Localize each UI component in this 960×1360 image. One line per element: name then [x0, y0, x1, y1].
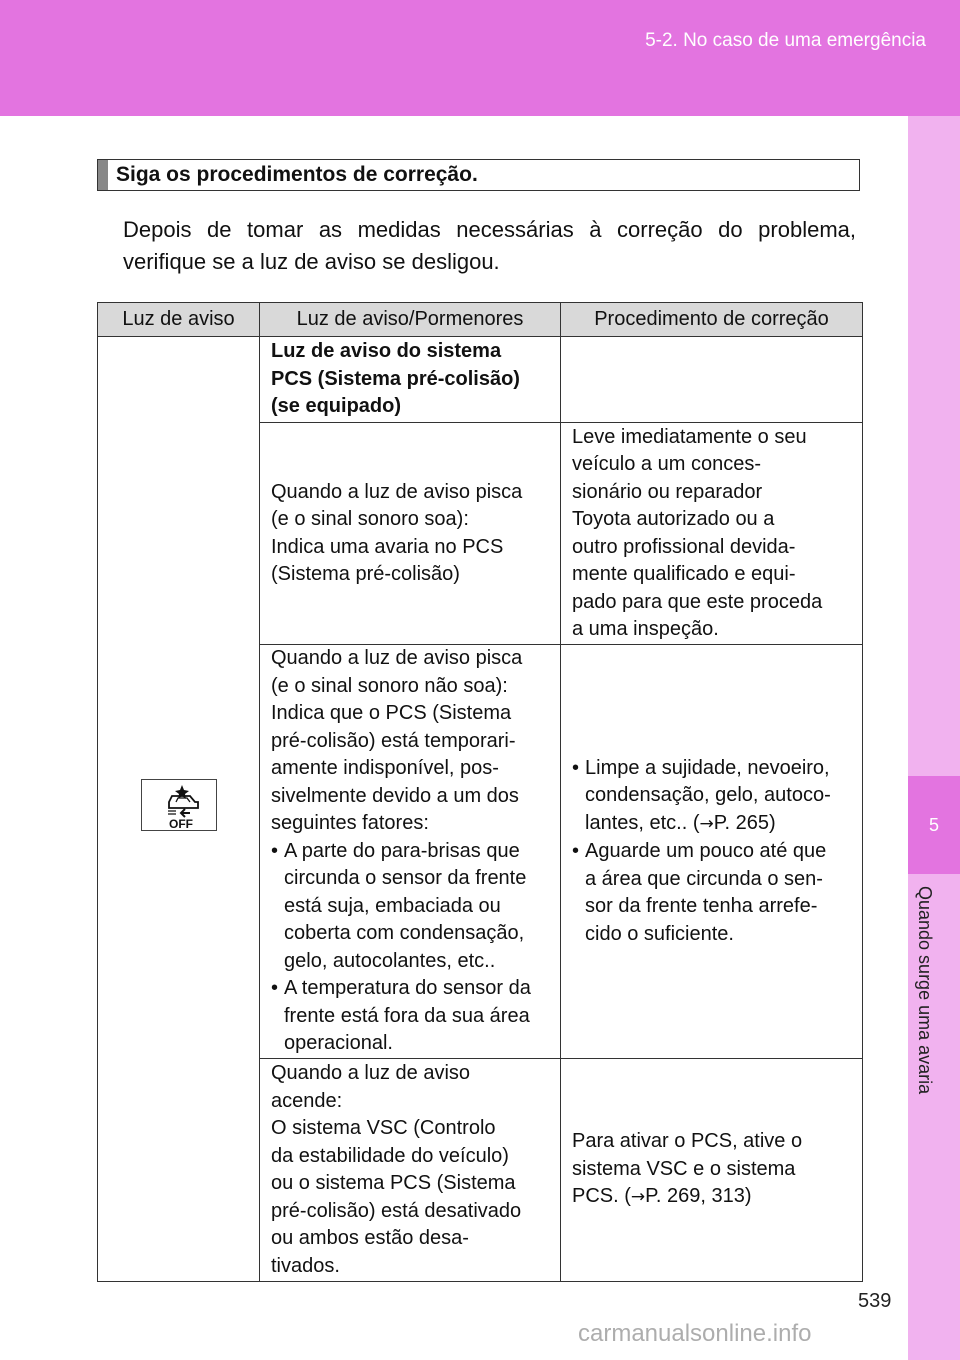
title-line: (se equipado): [271, 395, 402, 418]
text-line: pado para que este proceda: [572, 590, 823, 613]
chapter-number: 5: [928, 814, 939, 835]
text-line: mente qualificado e equi-: [572, 563, 796, 585]
bullet-item: [271, 838, 549, 976]
heading-accent-bar: [98, 160, 108, 190]
text-line: Toyota autorizado ou a: [572, 508, 775, 530]
arrow-icon: →: [630, 1187, 646, 1208]
bullet-item: [271, 975, 549, 1058]
text-line: Indica que o PCS (Sistema: [271, 702, 512, 725]
text-line: [572, 1183, 851, 1212]
text-line: coberta com condensação,: [284, 922, 525, 945]
watermark: carmanualsonline.info: [578, 1320, 812, 1347]
pcs-off-warning-icon: [141, 779, 217, 831]
column-header: Procedimento de correção: [561, 303, 863, 337]
text-line: pré-colisão) está temporari-: [271, 729, 516, 752]
warning-light-icon-cell: [98, 337, 260, 1282]
heading-text: Siga os procedimentos de correção.: [116, 163, 478, 186]
text-line: [585, 810, 851, 839]
header-band: [0, 0, 960, 116]
text-line: O sistema VSC (Controlo: [271, 1117, 496, 1139]
text-line: cido o suficiente.: [585, 922, 734, 945]
text-line: ou ambos estão desa-: [271, 1227, 469, 1249]
text-line: Indica uma avaria no PCS: [271, 535, 504, 558]
text-line: veículo a um conces-: [572, 453, 761, 475]
arrow-icon: →: [699, 813, 714, 834]
page-reference-link[interactable]: P. 269, 313): [645, 1185, 752, 1208]
text-line: acende:: [271, 1089, 343, 1112]
table-row: [98, 337, 863, 423]
bullet-dot: •: [271, 839, 279, 862]
text-line: A parte do para-brisas que: [284, 839, 520, 862]
text-line: a uma inspeção.: [572, 618, 719, 640]
text-line: (e o sinal sonoro soa):: [271, 508, 469, 530]
pcs-warning-title-cell: [260, 337, 561, 423]
procedure-cell: [561, 1059, 863, 1282]
text-line: ou o sistema PCS (Sistema: [271, 1172, 516, 1194]
column-header: Luz de aviso/Pormenores: [260, 303, 561, 337]
text-line: sistema VSC e o sistema: [572, 1157, 796, 1180]
text-line: condensação, gelo, autoco-: [585, 784, 831, 807]
text-line: gelo, autocolantes, etc..: [284, 949, 496, 972]
procedure-heading: [97, 159, 860, 191]
intro-paragraph: Depois de tomar as medidas necessárias à correção do problema, verifique se a luz de aviso se desligou.: [123, 217, 856, 274]
text-fragment: lantes, etc.. (: [585, 811, 700, 834]
column-header: Luz de aviso: [98, 303, 260, 337]
text-line: (e o sinal sonoro não soa):: [271, 674, 508, 697]
chapter-side-strip: [908, 116, 960, 1360]
chapter-number-tab[interactable]: [908, 776, 960, 874]
bullet-dot: •: [572, 840, 580, 863]
text-line: sionário ou reparador: [572, 480, 763, 503]
text-line: Aguarde um pouco até que: [585, 840, 827, 863]
text-line: frente está fora da sua área: [284, 1004, 530, 1027]
text-line: Leve imediatamente o seu: [572, 425, 807, 448]
procedure-cell: [561, 645, 863, 1059]
text-line: Limpe a sujidade, nevoeiro,: [585, 756, 830, 779]
text-line: (Sistema pré-colisão): [271, 563, 460, 585]
title-line: PCS (Sistema pré-colisão): [271, 367, 520, 390]
text-line: sivelmente devido a um dos: [271, 784, 519, 807]
text-line: A temperatura do sensor da: [284, 977, 531, 1000]
text-line: circunda o sensor da frente: [284, 867, 527, 890]
warning-light-table: [97, 302, 863, 1282]
page-reference-link[interactable]: P. 265): [713, 811, 776, 834]
text-line: Para ativar o PCS, ative o: [572, 1130, 803, 1153]
text-line: operacional.: [284, 1032, 393, 1055]
bullet-item: [572, 755, 851, 839]
bullet-dot: •: [271, 977, 279, 1000]
procedure-cell: [561, 423, 863, 645]
text-line: pré-colisão) está desativado: [271, 1199, 522, 1222]
text-line: está suja, embaciada ou: [284, 894, 501, 917]
bullet-dot: •: [572, 756, 580, 779]
empty-procedure-cell: [561, 337, 863, 423]
text-line: Quando a luz de aviso pisca: [271, 480, 523, 503]
text-line: a área que circunda o sen-: [585, 867, 823, 890]
text-line: Quando a luz de aviso: [271, 1062, 471, 1084]
text-line: tivados.: [271, 1254, 340, 1277]
text-line: sor da frente tenha arrefe-: [585, 895, 818, 918]
icon-off-label: OFF: [168, 817, 193, 831]
chapter-name: Quando surge uma avaria: [915, 886, 935, 1095]
page-number: 539: [858, 1290, 892, 1312]
details-cell: [260, 645, 561, 1059]
details-cell: [260, 1059, 561, 1282]
title-line: Luz de aviso do sistema: [271, 340, 502, 363]
text-line: outro profissional devida-: [572, 535, 796, 558]
text-line: amente indisponível, pos-: [271, 757, 499, 780]
text-line: da estabilidade do veículo): [271, 1144, 509, 1167]
details-cell: [260, 423, 561, 645]
text-line: Quando a luz de aviso pisca: [271, 647, 523, 670]
text-line: seguintes fatores:: [271, 812, 429, 835]
text-fragment: PCS. (: [572, 1185, 631, 1208]
table-header-row: [98, 303, 863, 337]
section-title: 5-2. No caso de uma emergência: [645, 30, 926, 51]
bullet-item: [572, 838, 851, 948]
